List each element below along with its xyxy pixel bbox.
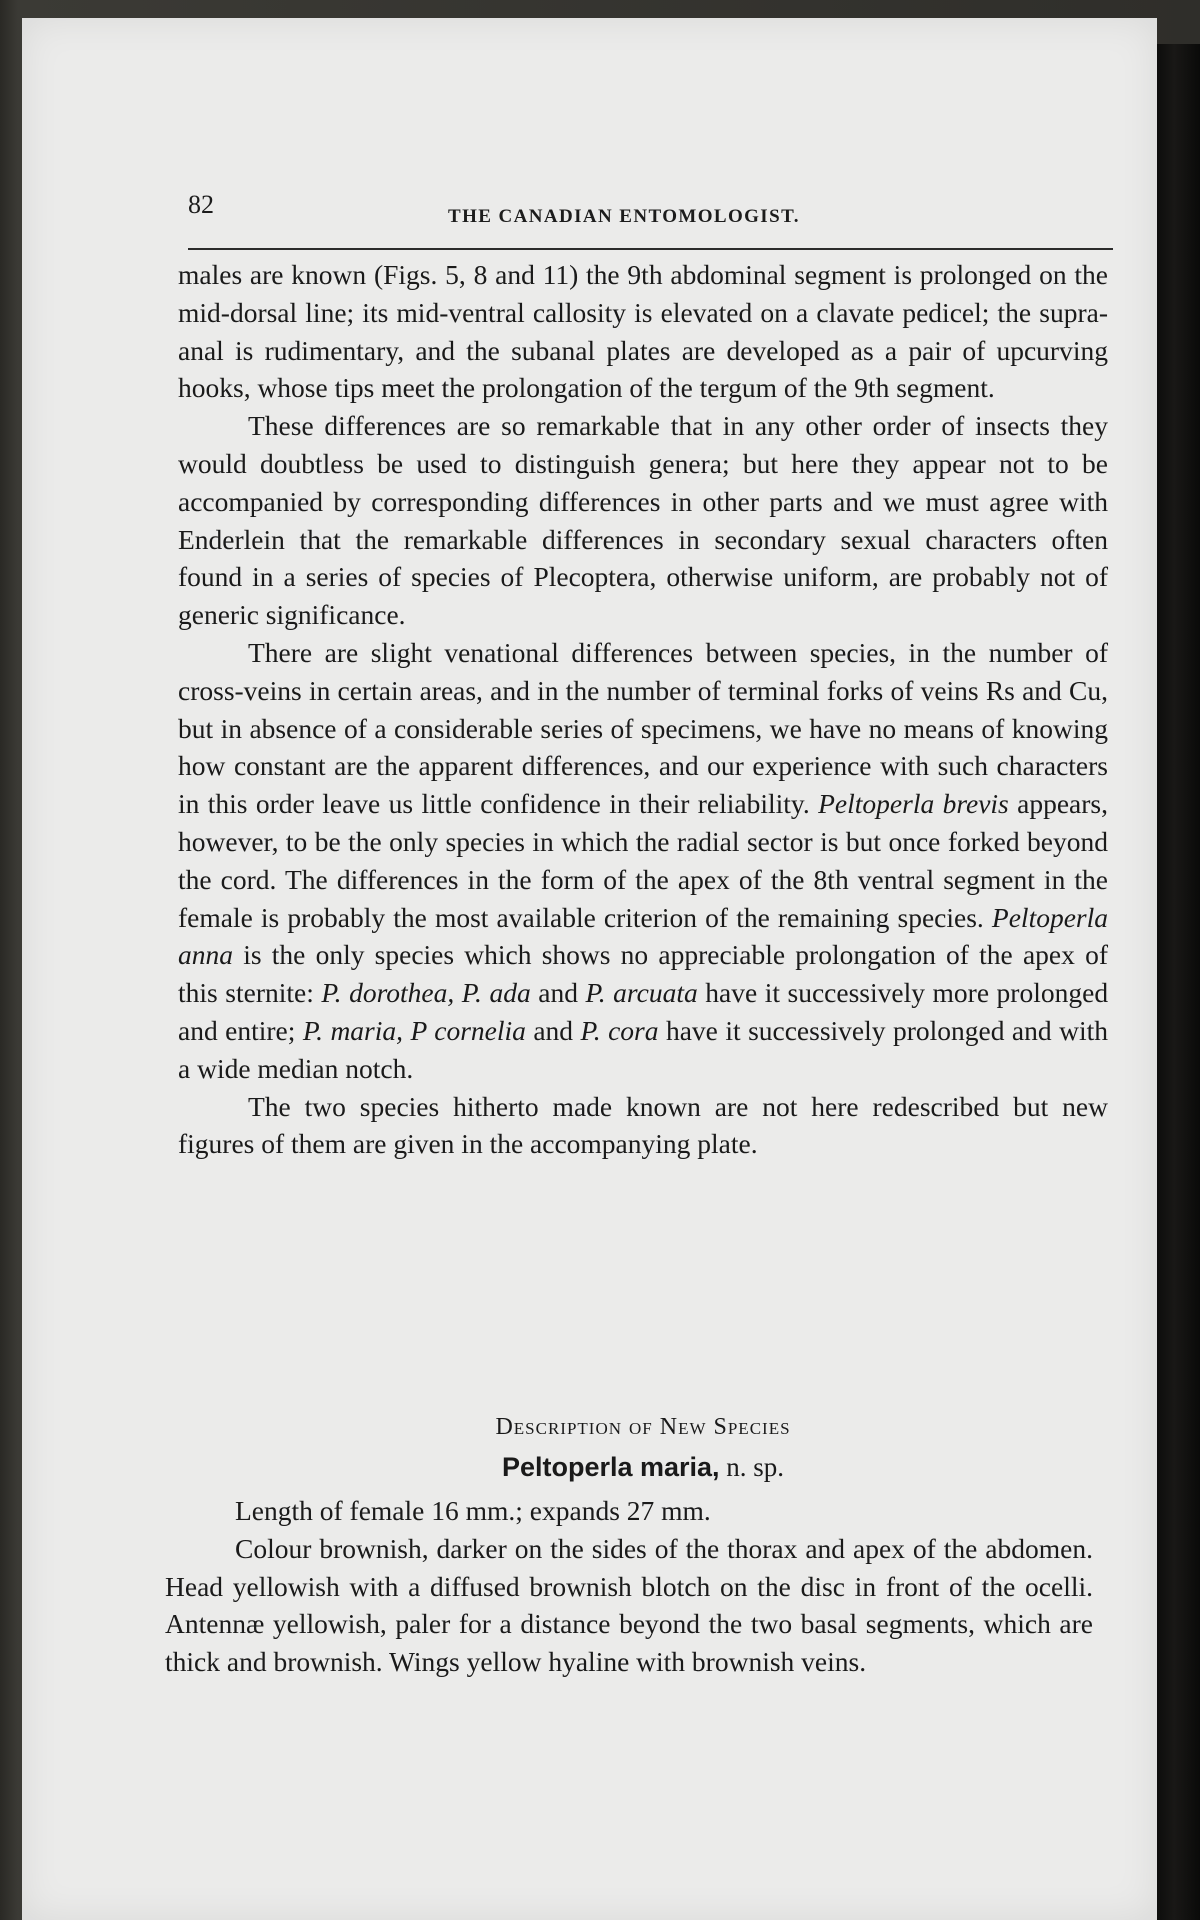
species-heading xyxy=(178,1452,1108,1483)
page-header xyxy=(188,190,1113,230)
venation-text-5: have it successively prolonged and with a wide median notch. xyxy=(178,1014,1108,1084)
paragraph-male-segments: males are known (Figs. 5, 8 and 11) the 9th abdominal segment is prolonged on the mid-dorsal line; its mid-ventral callosity is elevated on a clavate pedicel; the supra-anal is rudimentary, and the subanal plates are developed as a pair of upcurving hooks, whose tips meet the prolongation of the tergum of the 9th segment. xyxy=(178,259,1108,404)
venation-text-3: is the only species which shows no appreciable prolongation of the apex of this sternite: xyxy=(178,939,1108,1009)
paragraph-two-species: The two species hitherto made known are not here redescribed but new figures of them are given in the accompanying plate. xyxy=(178,1090,1108,1160)
species-maria: P. maria, xyxy=(302,1014,404,1046)
species-suffix: n. sp. xyxy=(726,1452,785,1482)
species-description xyxy=(165,1492,1093,1681)
species-arcuata: P. arcuata xyxy=(585,977,698,1009)
species-ada: P. ada xyxy=(461,977,531,1009)
species-brevis: Peltoperla brevis xyxy=(818,788,1009,820)
species-length: Length of female 16 mm.; expands 27 mm. xyxy=(235,1495,711,1526)
section-heading: Description of New Species xyxy=(495,1414,791,1440)
running-title: THE CANADIAN ENTOMOLOGIST. xyxy=(448,206,800,227)
body-text xyxy=(178,256,1108,1163)
species-colour: Colour brownish, darker on the sides of the thorax and apex of the abdomen. Head yellowish with a diffused brownish blotch on the disc in front of the ocelli. Antennæ yellowish, paler for a distance beyond the two basal segments, which are thick and brownish. Wings yellow hyaline with brownish veins. xyxy=(165,1532,1093,1678)
species-cornelia: P cornelia xyxy=(410,1014,526,1046)
header-rule xyxy=(188,248,1113,250)
venation-text-1: There are slight venational differences between species, in the number of cross-veins in certain areas, and in the number of terminal forks of veins Rs and Cu, but in absence of a considerable series of specimens, we have no means of knowing how constant are the apparent differences, and our experience with such characters in this order leave us little confidence in their reliability. xyxy=(178,636,1108,820)
venation-text-4: have it successively more prolonged and entire; xyxy=(178,977,1109,1046)
species-anna: Peltoperla anna xyxy=(178,901,1109,971)
page-edge-shadow xyxy=(1157,44,1200,1920)
species-cora: P. cora xyxy=(580,1014,659,1046)
paragraph-venation xyxy=(178,634,1108,1088)
conjunction-and-2: and xyxy=(533,1014,574,1046)
paragraph-differences: These differences are so remarkable that in any other order of insects they would doubtless be used to distinguish genera; but here they appear not to be accompanied by corresponding differences in other parts and we must agree with Enderlein that the remarkable differences in secondary sexual characters often found in a series of species of Plecoptera, otherwise uniform, are probably not of generic significance. xyxy=(178,410,1108,631)
conjunction-and-1: and xyxy=(538,977,578,1009)
venation-text-2: appears, however, to be the only species in which the radial sector is but once forked beyond the cord. The differences in the form of the apex of the 8th ventral segment in the female is probably the most available criterion of the remaining species. xyxy=(178,788,1108,933)
species-dorothea: P. dorothea, xyxy=(321,977,455,1009)
species-name: Peltoperla maria, xyxy=(501,1452,720,1482)
page-number: 82 xyxy=(188,190,214,219)
